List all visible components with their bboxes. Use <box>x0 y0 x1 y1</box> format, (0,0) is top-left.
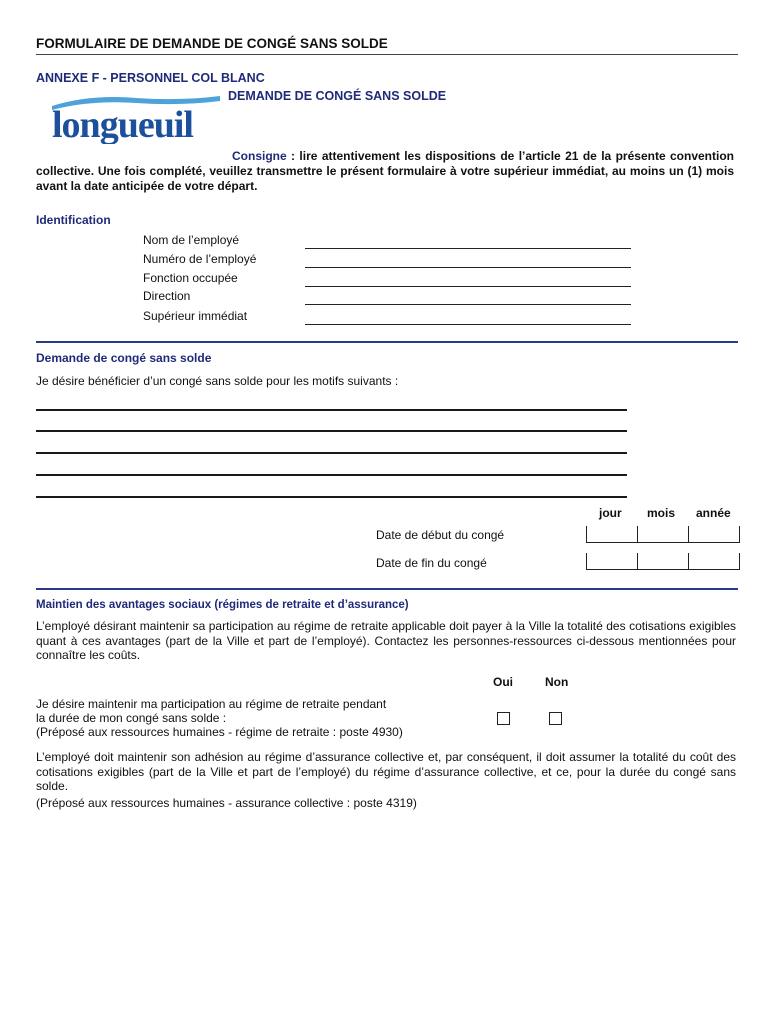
instructions <box>36 149 734 194</box>
pension-contact: (Préposé aux ressources humaines - régime de retraite : poste 4930) <box>36 725 403 739</box>
end-date-label: Date de fin du congé <box>376 556 487 570</box>
request-intro: Je désire bénéficier d’un congé sans solde pour les motifs suivants : <box>36 374 399 388</box>
field-label-employee-number: Numéro de l’employé <box>143 252 257 266</box>
date-header-month: mois <box>647 506 676 520</box>
identification-heading: Identification <box>36 213 111 227</box>
end-year-box[interactable] <box>688 553 740 570</box>
pension-no-checkbox[interactable] <box>549 712 562 725</box>
yes-column-label: Oui <box>493 675 513 689</box>
instructions-label: Consigne <box>232 149 287 163</box>
supervisor-field[interactable] <box>305 324 631 325</box>
section-divider <box>36 341 738 343</box>
title-divider <box>36 54 738 55</box>
benefits-intro: L’employé désirant maintenir sa participation au régime de retraite applicable doit payer à la Ville la totalité des cotisations exigibles quant à ces avantages (part de la Ville et part de l’employé). Contactez les personnes-ressources ci-dessous mentionnées pour connaître les coûts. <box>36 619 736 662</box>
form-title: FORMULAIRE DE DEMANDE DE CONGÉ SANS SOLDE <box>36 36 388 51</box>
field-label-direction: Direction <box>143 289 191 303</box>
section-divider <box>36 588 738 590</box>
reason-line-5[interactable] <box>36 496 627 498</box>
field-label-supervisor: Supérieur immédiat <box>143 309 248 323</box>
position-field[interactable] <box>305 286 631 287</box>
employee-name-field[interactable] <box>305 248 631 249</box>
benefits-heading: Maintien des avantages sociaux (régimes de retraite et d’assurance) <box>36 599 409 611</box>
no-column-label: Non <box>545 675 569 689</box>
date-header-year: année <box>696 506 731 520</box>
reason-line-2[interactable] <box>36 430 627 432</box>
insurance-text: L’employé doit maintenir son adhésion au régime d’assurance collective et, par conséquent, il doit assumer la totalité du coût des cotisations exigibles (part de la Ville et part de l’employé) du régime d’assurance collective, et ce, pour la durée du congé sans solde. <box>36 750 736 793</box>
date-header-day: jour <box>599 506 622 520</box>
logo-wordmark: longueuil <box>52 104 193 144</box>
insurance-contact: (Préposé aux ressources humaines - assurance collective : poste 4319) <box>36 796 417 810</box>
reason-line-1[interactable] <box>36 409 627 411</box>
end-day-box[interactable] <box>586 553 638 570</box>
longueuil-logo <box>50 92 222 144</box>
end-month-box[interactable] <box>637 553 689 570</box>
start-month-box[interactable] <box>637 526 689 543</box>
field-label-position: Fonction occupée <box>143 271 238 285</box>
annex-title: ANNEXE F - PERSONNEL COL BLANC <box>36 71 265 85</box>
pension-question-line-1: Je désire maintenir ma participation au régime de retraite pendant <box>36 697 387 711</box>
start-date-label: Date de début du congé <box>376 528 505 542</box>
request-heading: Demande de congé sans solde <box>36 351 212 365</box>
start-day-box[interactable] <box>586 526 638 543</box>
reason-line-4[interactable] <box>36 474 627 476</box>
pension-question-line-2: la durée de mon congé sans solde : <box>36 711 227 725</box>
start-year-box[interactable] <box>688 526 740 543</box>
document-subtitle: DEMANDE DE CONGÉ SANS SOLDE <box>228 89 447 103</box>
direction-field[interactable] <box>305 304 631 305</box>
employee-number-field[interactable] <box>305 267 631 268</box>
pension-yes-checkbox[interactable] <box>497 712 510 725</box>
field-label-employee-name: Nom de l’employé <box>143 233 240 247</box>
instructions-text: : lire attentivement les dispositions de l’article 21 de la présente convention collective. Une fois complété, veuillez transmettre le présent formulaire à votre supérieur immédiat, au moins un (1) mois avant la date anticipée de votre départ. <box>36 149 734 193</box>
reason-line-3[interactable] <box>36 452 627 454</box>
